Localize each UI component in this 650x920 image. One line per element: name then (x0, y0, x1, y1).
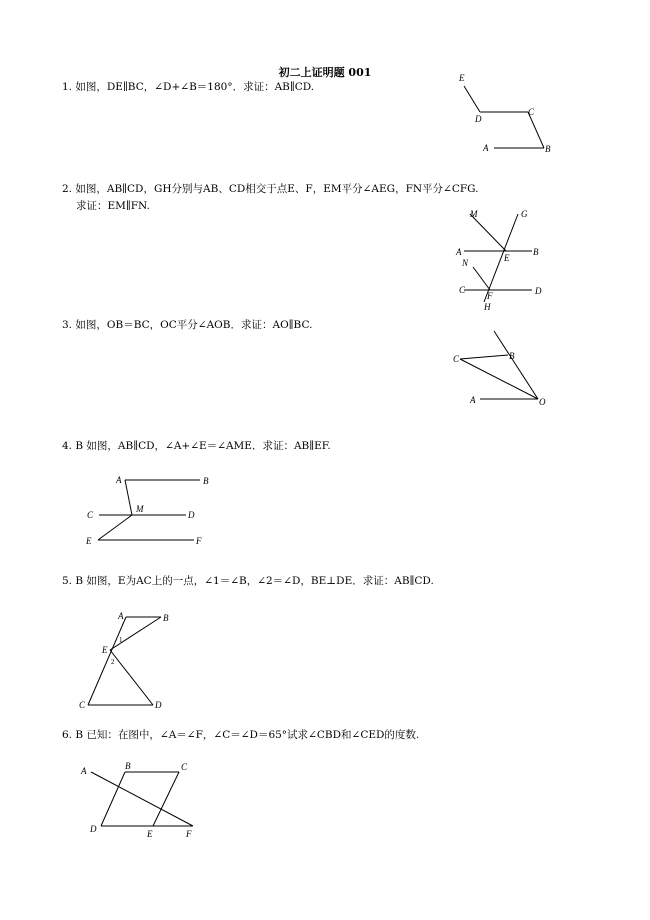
fig5-line-BE (110, 617, 161, 650)
fig5-label-A: A (118, 611, 124, 621)
problem-6 (62, 727, 419, 744)
figure-1 (450, 70, 560, 160)
problem-4-text: B 如图，AB∥CD，∠A+∠E＝∠AME．求证：AB∥EF. (75, 440, 331, 452)
fig4-label-B: B (203, 476, 209, 486)
problem-6-text: B 已知：在图中，∠A＝∠F，∠C＝∠D＝65°试求∠CBD和∠CED的度数. (75, 729, 420, 741)
fig1-label-E: E (459, 73, 465, 83)
fig2-label-C: C (459, 285, 466, 295)
fig3-label-O: O (539, 397, 546, 407)
fig5-line-AC (88, 617, 126, 705)
problem-3-number: 3. (62, 319, 73, 331)
fig4-label-M: M (136, 504, 144, 514)
problem-5 (62, 573, 434, 590)
fig1-label-A: A (483, 143, 489, 153)
fig6-line-AF (91, 772, 193, 826)
problem-1-number: 1. (62, 81, 73, 93)
fig6-label-A: A (81, 766, 87, 776)
fig2-label-F: F (487, 291, 493, 301)
fig4-label-F: F (196, 536, 202, 546)
fig6-line-BD (101, 772, 125, 826)
figure-4 (80, 470, 220, 550)
fig2-line-FN (473, 267, 490, 290)
fig2-line-EM (470, 214, 506, 251)
fig6-label-B: B (125, 761, 131, 771)
problem-1-text: 如图，DE∥BC，∠D+∠B＝180°．求证：AB∥CD. (75, 81, 315, 93)
problem-2-text2: 求证：EM∥FN. (76, 200, 150, 212)
fig2-label-M: M (470, 209, 478, 219)
fig1-label-D: D (475, 114, 482, 124)
fig3-line-CO (460, 359, 538, 399)
fig4-line-ME (98, 515, 132, 540)
problem-2 (62, 181, 479, 198)
problem-6-number: 6. (62, 729, 73, 741)
figure-5 (75, 605, 185, 715)
problem-2-text: 如图，AB∥CD，GH分别与AB、CD相交于点E、F，EM平分∠AEG，FN平分∠CFG. (75, 183, 479, 195)
fig2-label-G: G (521, 209, 528, 219)
figure-3 (450, 325, 560, 415)
fig2-label-E: E (504, 253, 510, 263)
fig4-line-AM (125, 480, 132, 515)
fig1-line-ED (464, 86, 480, 112)
problem-3-text: 如图，OB＝BC，OC平分∠AOB．求证：AO∥BC. (75, 319, 313, 331)
fig3-label-B: B (509, 351, 515, 361)
fig6-label-D: D (90, 824, 97, 834)
fig1-label-C: C (528, 107, 535, 117)
figure-6 (75, 760, 215, 845)
fig2-label-B: B (533, 247, 539, 257)
fig4-label-D: D (188, 510, 195, 520)
fig4-label-A: A (116, 475, 122, 485)
problem-4-number: 4. (62, 440, 73, 452)
fig5-label-E: E (102, 645, 108, 655)
fig6-label-C: C (181, 762, 188, 772)
fig6-label-F: F (186, 829, 192, 839)
fig5-label-1: 1 (119, 636, 123, 644)
fig3-line-OB-ext (494, 331, 538, 399)
problem-4 (62, 438, 331, 455)
fig5-line-ED (110, 650, 153, 705)
fig2-label-D: D (535, 286, 542, 296)
fig6-line-CE (153, 772, 179, 826)
problem-1 (62, 79, 314, 96)
fig3-label-C: C (453, 354, 460, 364)
fig3-label-A: A (470, 395, 476, 405)
problem-5-text: B 如图，E为AC上的一点，∠1＝∠B，∠2＝∠D，BE⊥DE．求证：AB∥CD. (75, 575, 434, 587)
fig5-label-C: C (79, 700, 86, 710)
fig5-label-2: 2 (111, 658, 115, 666)
problem-3 (62, 317, 312, 334)
fig2-label-N: N (462, 258, 469, 268)
fig5-label-D: D (155, 700, 162, 710)
problem-2-number: 2. (62, 183, 73, 195)
fig6-label-E: E (147, 829, 153, 839)
fig1-label-B: B (545, 144, 551, 154)
fig2-label-H: H (484, 302, 491, 312)
fig4-label-C: C (87, 510, 94, 520)
problem-5-number: 5. (62, 575, 73, 587)
fig5-label-B: B (163, 613, 169, 623)
fig3-line-CB (460, 355, 508, 359)
fig4-label-E: E (86, 536, 92, 546)
fig2-label-A: A (456, 247, 462, 257)
fig1-line-CB (528, 112, 544, 148)
page-title: 初二上证明题 001 (278, 66, 372, 79)
figure-2 (450, 205, 560, 315)
